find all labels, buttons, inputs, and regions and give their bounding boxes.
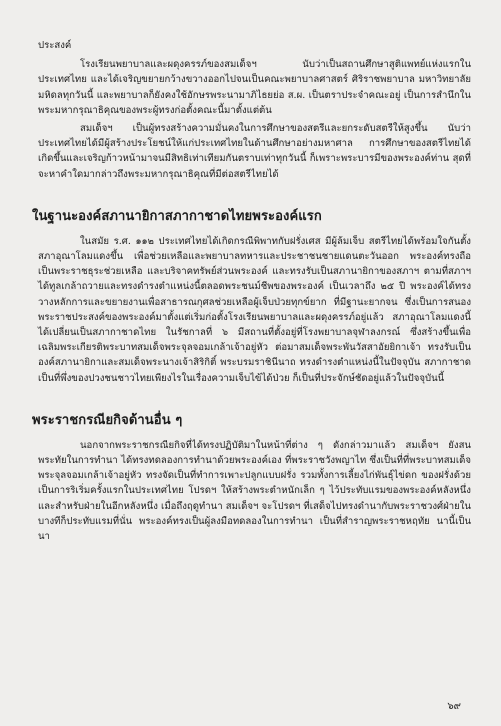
paragraph-continuation: ประสงค์ [38,40,72,51]
section-heading-other-duties: พระราชกรณียกิจด้านอื่น ๆ [32,412,183,428]
paragraph-red-cross: ในสมัย ร.ศ. ๑๑๒ ประเทศไทยได้เกิดกรณีพิพาทกับฝรั่งเศส มีผู้ล้มเจ็บ สตรีไทยได้พร้อมใจกันตั้งสภาอุณาโลมแดงขึ้น เพื่อช่วยเหลือและพยาบาลทหารและประชาชนชายแดนตะวันออก พระองค์ทรงถือเป็นพระราชธุระช่วยเหลือ และบริจาคทรัพย์ส่วนพระองค์ และทรงรับเป็นสภานายิกาของสภาฯ ตามที่สภาฯได้ทูลเกล้าถวายและทรงดำรงตำแหน่งนี้ตลอดพระชนม์ชีพของพระองค์ เป็นเวลาถึง ๒๕ ปี พระองค์ได้ทรงวางหลักการและขยายงานเพื่อสาธารณกุศลช่วยเหลือผู้เจ็บป่วยทุกข์ยาก ที่มีฐานะยากจน ซึ่งเป็นการสนองพระราชประสงค์ของพระองค์มาตั้งแต่เริ่มก่อตั้งโรงเรียนพยาบาลและผดุงครรภ์อยู่แล้ว สภาอุณาโลมแดงนี้ ได้เปลี่ยนเป็นสภากาชาดไทย ในรัชกาลที่ ๖ มีสถานที่ตั้งอยู่ที่โรงพยาบาลจุฬาลงกรณ์ ซึ่งสร้างขึ้นเพื่อเฉลิมพระเกียรติพระบาทสมเด็จพระจุลจอมเกล้าเจ้าอยู่หัว ต่อมาสมเด็จพระพันวัสสาอัยยิกาเจ้า ทรงรับเป็นองค์สภานายิกาและสมเด็จพระนางเจ้าสิริกิติ์ พระบรมราชินีนาถ ทรงดำรงตำแหน่งนี้ในปัจจุบัน สภากาชาดเป็นที่พึ่งของปวงชนชาวไทยเพียงไรในเรื่องความเจ็บไข้ได้ป่วย ก็เป็นที่ประจักษ์ชัดอยู่แล้วในปัจจุบันนี้ [38,235,471,384]
paragraph-nursing-school: โรงเรียนพยาบาลและผดุงครรภ์ของสมเด็จฯ นับว่าเป็นสถานศึกษาสูติแพทย์แห่งแรกในประเทศไทย และได้เจริญขยายกว้างขวางออกไปจนเป็นคณะพยาบาลศาสตร์ ศิริราชพยาบาล มหาวิทยาลัยมหิดลทุกวันนี้ และพยาบาลก็ยังคงใช้อักษรพระนามาภิไธยย่อ ส.ผ. เป็นตราประจำคณะอยู่ เป็นการสำนึกในพระมหากรุณาธิคุณของพระผู้ทรงก่อตั้งคณะนี้มาตั้งแต่ต้น [38,59,471,116]
page-number: ๖๙ [447,701,461,712]
section-heading-red-cross: ในฐานะองค์สภานายิกาสภากาชาดไทยพระองค์แรก [32,208,322,224]
paragraph-other-duties: นอกจากพระราชกรณียกิจที่ได้ทรงปฏิบัติมาในหน้าที่ต่าง ๆ ดังกล่าวมาแล้ว สมเด็จฯ ยังสนพระทัยในการทำนา ได้ทรงทดลองการทำนาด้วยพระองค์เอง ที่พระราชวังพญาไท ซึ่งเป็นที่ที่พระบาทสมเด็จพระจุลจอมเกล้าเจ้าอยู่หัว ทรงจัดเป็นที่ทำการเพาะปลูกแบบฝรั่ง รวมทั้งการเลี้ยงไก่พันธุ์ไข่ดก ของฝรั่งด้วย เป็นการริเริ่มครั้งแรกในประเทศไทย โปรดฯ ให้สร้างพระตำหนักเล็ก ๆ ไว้ประทับแรมของพระองค์หลังหนึ่ง และสำหรับฝ่ายในอีกหลังหนึ่ง เมื่อถึงฤดูทำนา สมเด็จฯ จะโปรดฯ ที่เสด็จไปทรงดำนากับพระราชวงศ์ฝ่ายใน บางทีก็ประทับแรมที่นั่น พระองค์ทรงเป็นผู้ลงมือทดลองในการทำนา เป็นที่สำราญพระราชหฤทัย นานี้เป็นนา [38,439,471,543]
paragraph-women-education: สมเด็จฯ เป็นผู้ทรงสร้างความมั่นคงในการศึกษาของสตรีและยกระดับสตรีให้สูงขึ้น นับว่าประเทศไทยได้มีผู้สร้างประโยชน์ให้แก่ประเทศไทยในด้านศึกษาอย่างมหาศาล การศึกษาของสตรีไทยได้เกิดขึ้นและเจริญก้าวหน้ามาจนมีสิทธิเท่าเทียมกันตราบเท่าทุกวันนี้ ก็เพราะพระบารมีของพระองค์ท่าน สุดที่จะหาคำใดมากล่าวถึงพระมหากรุณาธิคุณที่มีต่อสตรีไทยได้ [38,123,471,180]
